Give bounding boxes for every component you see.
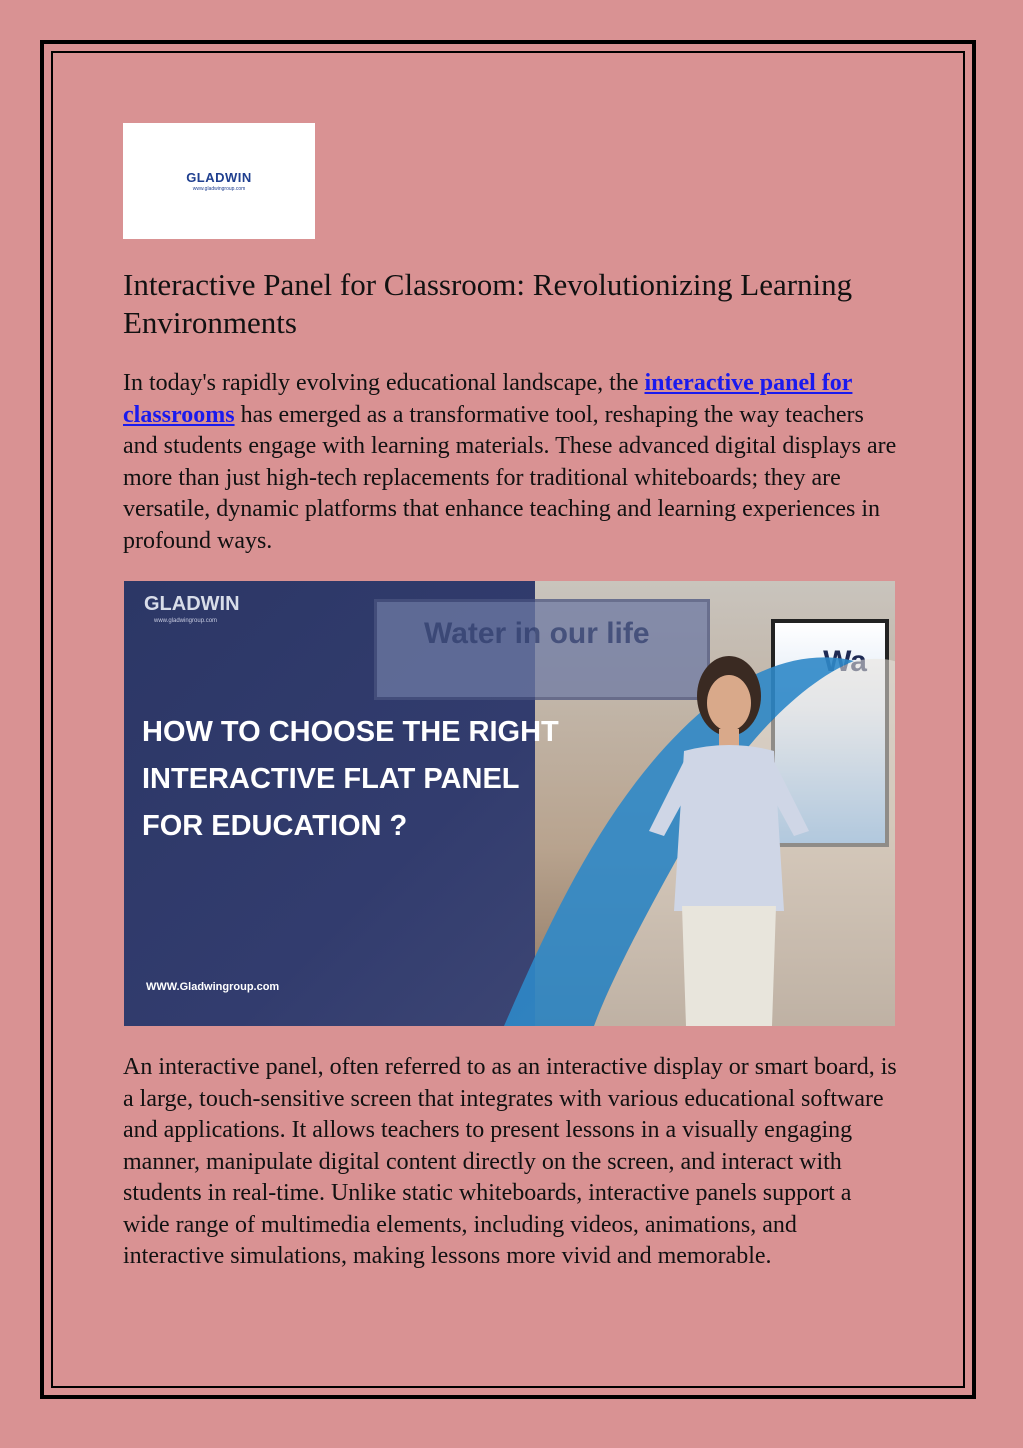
board-text: Water in our life [424, 617, 650, 650]
intro-paragraph [123, 368, 903, 557]
hero-footer-url: WWW.Gladwingroup.com [146, 981, 280, 993]
logo-url: www.gladwingroup.com [192, 186, 246, 192]
interactive-panel-link[interactable]: interactive panel for classrooms [123, 370, 853, 428]
intro-text-before-link: In today's rapidly evolving educational landscape, the [123, 370, 645, 396]
headline-line-3: FOR EDUCATION ? [142, 810, 408, 842]
hero-brand-url: www.gladwingroup.com [154, 618, 218, 624]
hero-brand: GLADWIN [144, 593, 240, 615]
logo-wordmark: GLADWIN [186, 170, 252, 185]
intro-text-after-link: has emerged as a transformative tool, reshaping the way teachers and students engage with learning materials. These advanced digital displays are more than just high-tech replacements for traditional whiteboards; they are versatile, dynamic platforms that enhance teaching and learning experiences in profound ways. [123, 401, 897, 554]
headline-line-1: HOW TO CHOOSE THE RIGHT [142, 716, 559, 748]
teacher-illustration [644, 651, 814, 1026]
company-logo [123, 123, 315, 239]
article-title: Interactive Panel for Classroom: Revolutionizing Learning Environments [123, 267, 853, 340]
hero-image [124, 581, 895, 1026]
body-paragraph: An interactive panel, often referred to as an interactive display or smart board, is a large, touch-sensitive screen that integrates with various educational software and applications. It allows teachers to present lessons in a visually engaging manner, manipulate digital content directly on the screen, and interact with students in real-time. Unlike static whiteboards, interactive panels support a wide range of multimedia elements, including videos, animations, and interactive simulations, making lessons more vivid and memorable. [123, 1054, 897, 1269]
hero-headline [142, 709, 612, 850]
headline-line-2: INTERACTIVE FLAT PANEL [142, 763, 520, 795]
